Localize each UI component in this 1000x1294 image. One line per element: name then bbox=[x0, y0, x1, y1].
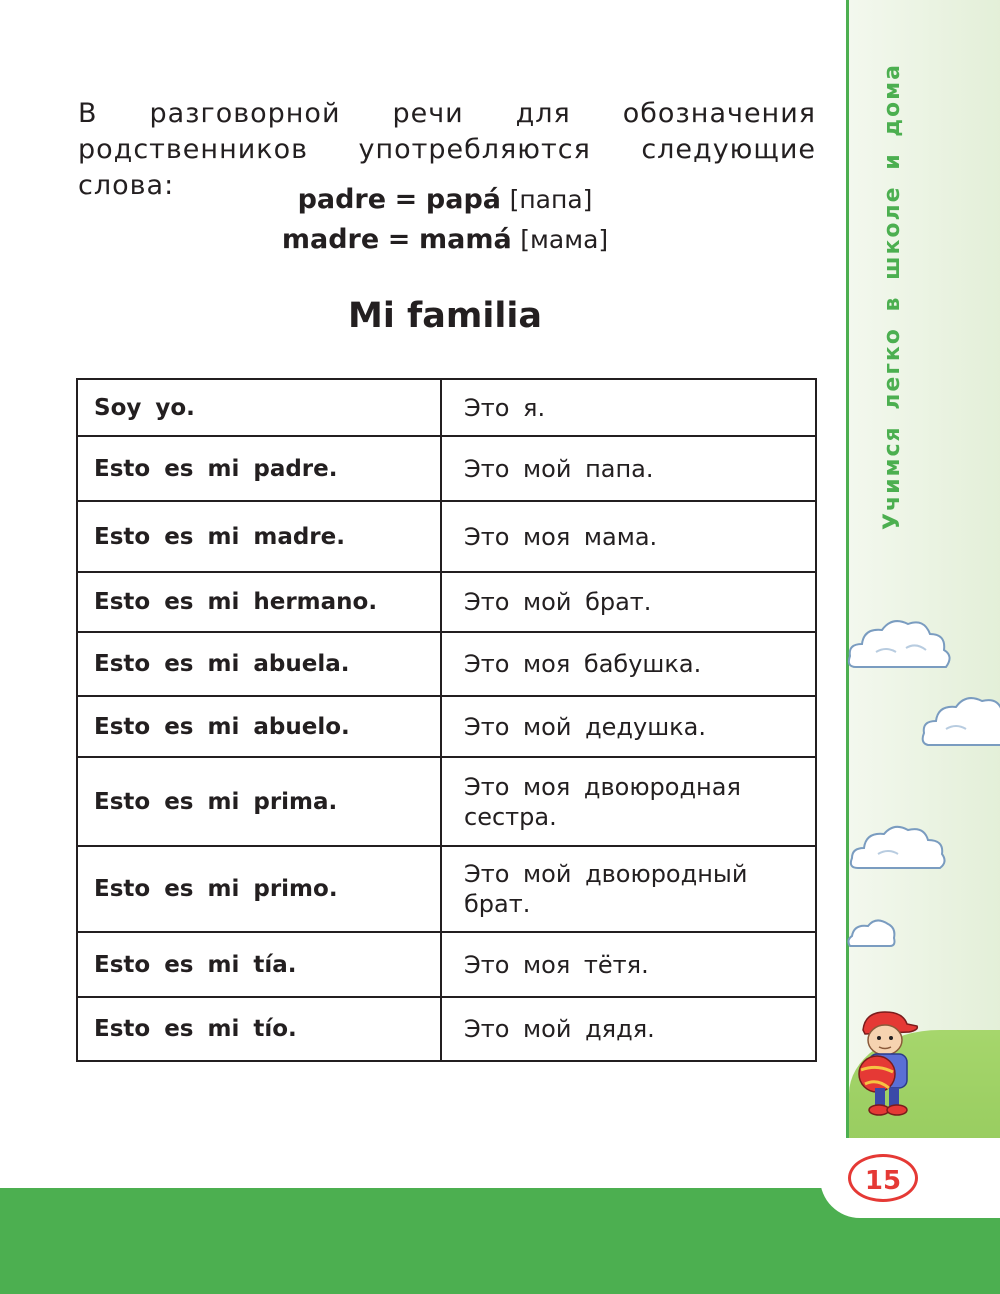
spanish-cell: Esto es mi abuelo. bbox=[77, 696, 441, 757]
russian-cell: Это я. bbox=[441, 379, 816, 436]
family-table bbox=[76, 378, 817, 1062]
table-row bbox=[77, 436, 816, 501]
spanish-cell: Esto es mi madre. bbox=[77, 501, 441, 572]
table-row bbox=[77, 501, 816, 572]
spanish-cell: Esto es mi tía. bbox=[77, 932, 441, 997]
table-row bbox=[77, 572, 816, 632]
cloud-icon bbox=[846, 914, 896, 954]
russian-cell: Это моя тётя. bbox=[441, 932, 816, 997]
formal-word: madre bbox=[281, 224, 380, 255]
table-row bbox=[77, 379, 816, 436]
russian-cell: Это моя мама. bbox=[441, 501, 816, 572]
cloud-icon bbox=[848, 818, 948, 880]
informal-word: mamá bbox=[418, 224, 512, 255]
table-row bbox=[77, 632, 816, 696]
russian-cell: Это моя бабушка. bbox=[441, 632, 816, 696]
russian-cell: Это мой дядя. bbox=[441, 997, 816, 1061]
spanish-cell: Esto es mi primo. bbox=[77, 846, 441, 932]
russian-cell: Это мой двоюродный брат. bbox=[441, 846, 816, 932]
equals-sign: = bbox=[387, 224, 411, 255]
sidebar-title: Учимся легко в школе и дома bbox=[880, 63, 905, 530]
cloud-icon bbox=[846, 612, 956, 682]
equivalence-line bbox=[0, 184, 890, 215]
table-row bbox=[77, 932, 816, 997]
spanish-cell: Soy yo. bbox=[77, 379, 441, 436]
page-number: 15 bbox=[848, 1154, 918, 1202]
table-row bbox=[77, 696, 816, 757]
formal-word: padre bbox=[297, 184, 387, 215]
equals-sign: = bbox=[394, 184, 418, 215]
spanish-cell: Esto es mi tío. bbox=[77, 997, 441, 1061]
russian-cell: Это мой брат. bbox=[441, 572, 816, 632]
section-heading: Mi familia bbox=[348, 296, 542, 336]
table-row bbox=[77, 846, 816, 932]
intro-paragraph: В разговорной речи для обозначения родственников употребляются следующие слова: bbox=[78, 98, 816, 201]
boy-with-ball-icon bbox=[855, 1008, 925, 1118]
spanish-cell: Esto es mi padre. bbox=[77, 436, 441, 501]
cloud-icon bbox=[920, 685, 1000, 757]
spanish-cell: Esto es mi hermano. bbox=[77, 572, 441, 632]
russian-cell: Это моя двоюродная сестра. bbox=[441, 757, 816, 846]
russian-cell: Это мой дедушка. bbox=[441, 696, 816, 757]
informal-word: papá bbox=[425, 184, 501, 215]
table-row bbox=[77, 997, 816, 1061]
table-row bbox=[77, 757, 816, 846]
transcription: [мама] bbox=[520, 225, 609, 254]
spanish-cell: Esto es mi abuela. bbox=[77, 632, 441, 696]
equivalence-line bbox=[0, 224, 890, 255]
russian-cell: Это мой папа. bbox=[441, 436, 816, 501]
spanish-cell: Esto es mi prima. bbox=[77, 757, 441, 846]
transcription: [папа] bbox=[509, 185, 593, 214]
